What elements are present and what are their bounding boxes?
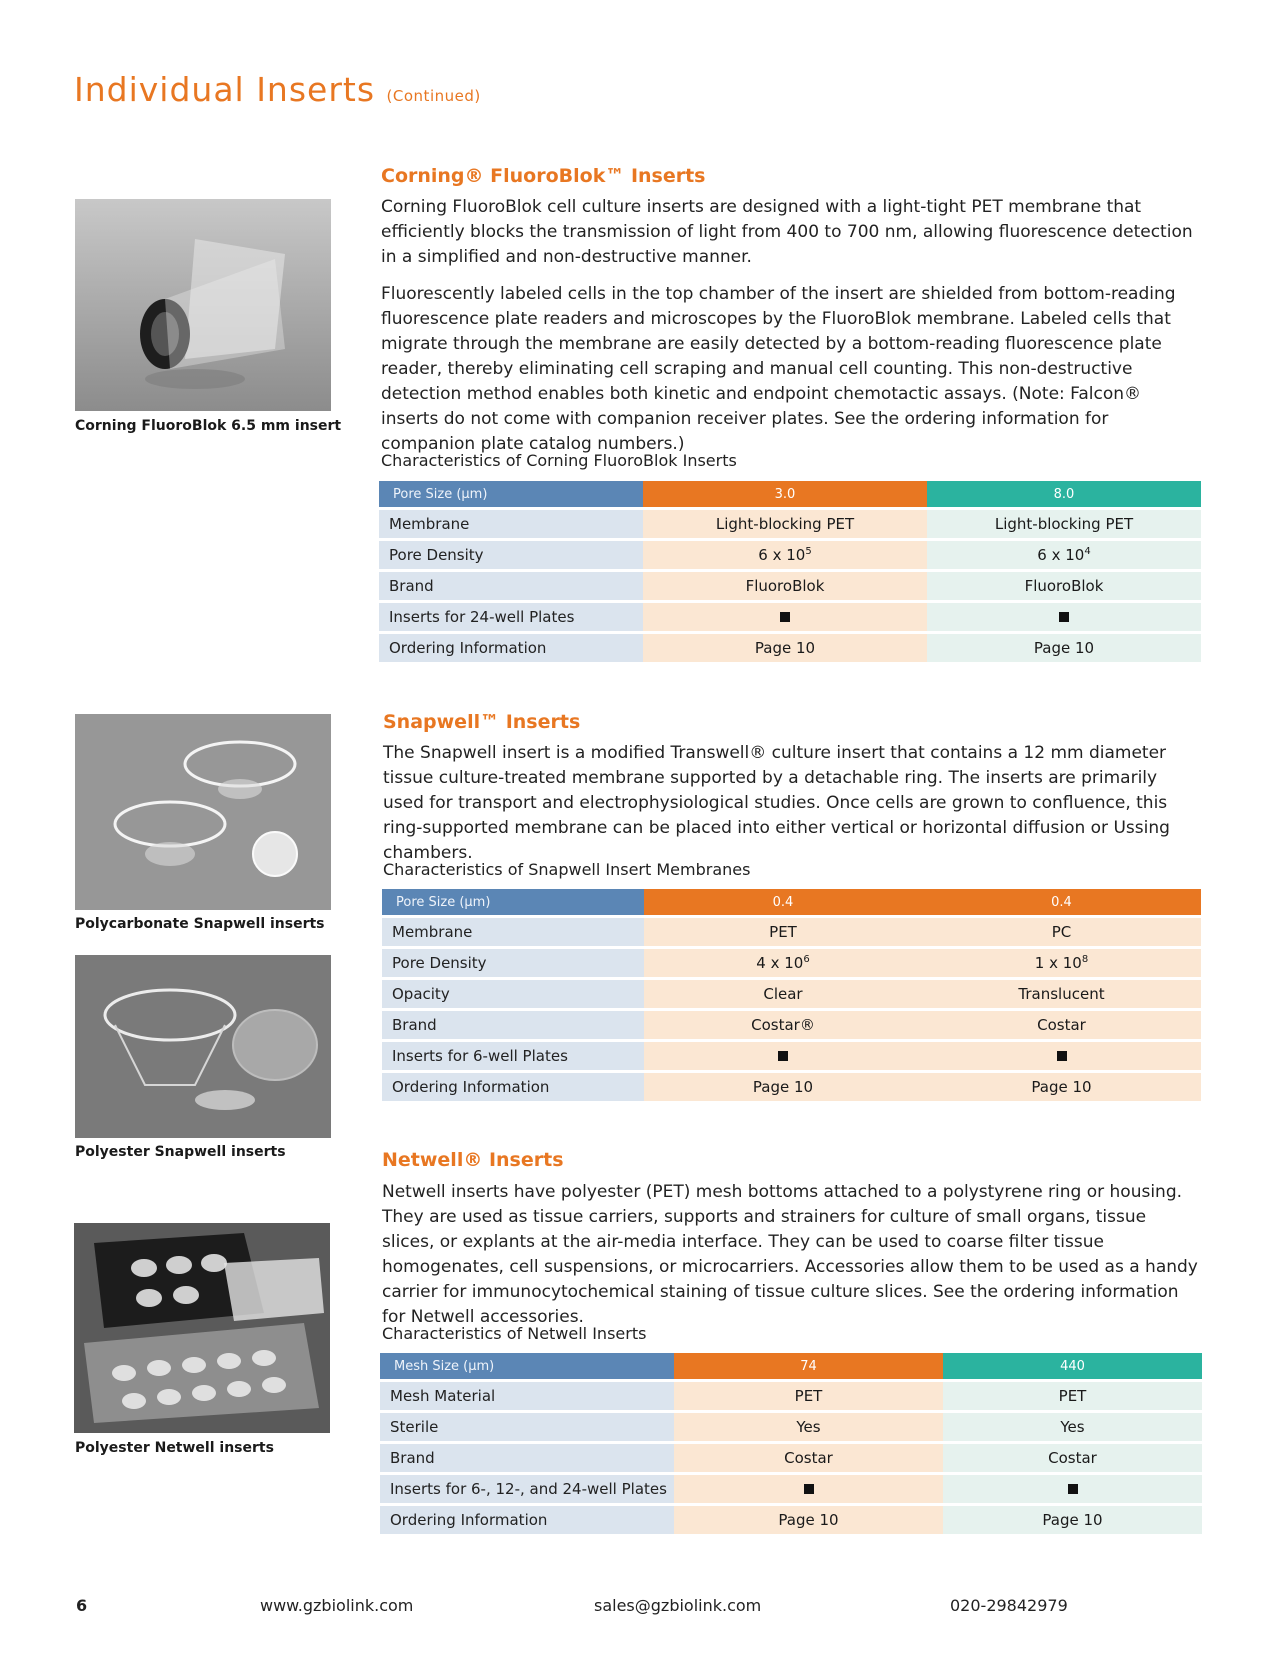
footer-website-link[interactable]: www.gzbiolink.com xyxy=(260,1596,414,1615)
density-exponent: 4 xyxy=(1084,546,1091,557)
cell xyxy=(644,1042,922,1070)
fluoroblok-title: Corning® FluoroBlok™ Inserts xyxy=(381,165,706,187)
density-exponent: 8 xyxy=(1081,954,1089,965)
header-cell: 0.4 xyxy=(644,889,922,915)
page-title-text: Individual Inserts xyxy=(74,70,376,109)
fluoroblok-table-title: Characteristics of Corning FluoroBlok Inserts xyxy=(381,451,737,470)
row-label: Inserts for 6-, 12-, and 24-well Plates xyxy=(380,1475,674,1503)
table-row xyxy=(380,1444,1202,1472)
header-cell: 3.0 xyxy=(643,481,927,507)
footer-email-link[interactable]: sales@gzbiolink.com xyxy=(594,1596,762,1615)
cell: Light-blocking PET xyxy=(643,510,927,538)
density-base: 6 x 10 xyxy=(1037,546,1085,564)
density-exponent: 6 xyxy=(803,954,810,965)
header-cell: Pore Size (µm) xyxy=(379,481,643,507)
cell xyxy=(922,1042,1201,1070)
cell: Page 10 xyxy=(644,1073,922,1101)
table-header-row xyxy=(382,889,1201,915)
table-row xyxy=(382,980,1201,1008)
cell: Page 10 xyxy=(943,1506,1202,1534)
row-label: Membrane xyxy=(379,510,643,538)
page-title xyxy=(74,70,481,109)
cell: PC xyxy=(922,918,1201,946)
cell: Clear xyxy=(644,980,922,1008)
row-label: Opacity xyxy=(382,980,644,1008)
check-square-icon xyxy=(1059,612,1069,622)
page-number: 6 xyxy=(76,1596,88,1615)
fluoroblok-table xyxy=(379,478,1201,665)
cell: Costar xyxy=(943,1444,1202,1472)
cell: Light-blocking PET xyxy=(927,510,1201,538)
check-square-icon xyxy=(778,1051,788,1061)
fluoroblok-caption: Corning FluoroBlok 6.5 mm insert xyxy=(75,418,342,434)
row-label: Ordering Information xyxy=(380,1506,674,1534)
cell: Page 10 xyxy=(643,634,927,662)
cell: Yes xyxy=(943,1413,1202,1441)
snapwell-para: The Snapwell insert is a modified Transwell® culture insert that contains a 12 mm diameter tissue culture-treated membrane supported by a detachable ring. The inserts are primarily used for transport and electrophysiological studies. Once cells are grown to confluence, this ring-supported membrane can be placed into either vertical or horizontal diffusion or Ussing chambers. xyxy=(383,743,1170,863)
table-row xyxy=(379,510,1201,538)
table-row xyxy=(379,541,1201,569)
table-row xyxy=(380,1382,1202,1410)
cell: Costar® xyxy=(644,1011,922,1039)
table-row xyxy=(382,1073,1201,1101)
netwell-caption: Polyester Netwell inserts xyxy=(75,1440,274,1456)
cell xyxy=(643,541,927,569)
header-cell: Pore Size (µm) xyxy=(382,889,644,915)
fluoroblok-photo xyxy=(75,199,331,411)
check-square-icon xyxy=(1057,1051,1067,1061)
cell: Page 10 xyxy=(674,1506,943,1534)
table-row xyxy=(380,1475,1202,1503)
density-base: 4 x 10 xyxy=(756,954,804,972)
cell: Page 10 xyxy=(922,1073,1201,1101)
row-label: Ordering Information xyxy=(382,1073,644,1101)
density-base: 1 x 10 xyxy=(1034,954,1082,972)
fluoroblok-para1: Corning FluoroBlok cell culture inserts are designed with a light-tight PET membrane that efficiently blocks the transmission of light from 400 to 700 nm, allowing fluorescence detection in a simplified and non-destructive manner. xyxy=(381,197,1193,267)
check-square-icon xyxy=(780,612,790,622)
cell: Costar xyxy=(674,1444,943,1472)
row-label: Brand xyxy=(380,1444,674,1472)
header-cell: 0.4 xyxy=(922,889,1201,915)
netwell-table xyxy=(380,1350,1202,1537)
table-header-row xyxy=(380,1353,1202,1379)
density-base: 6 x 10 xyxy=(758,546,806,564)
row-label: Inserts for 24-well Plates xyxy=(379,603,643,631)
cell: Costar xyxy=(922,1011,1201,1039)
cell: Yes xyxy=(674,1413,943,1441)
cell: PET xyxy=(943,1382,1202,1410)
check-square-icon xyxy=(804,1484,814,1494)
table-row xyxy=(379,572,1201,600)
page-title-sub: (Continued) xyxy=(386,87,481,105)
cell: FluoroBlok xyxy=(927,572,1201,600)
header-cell: 8.0 xyxy=(927,481,1201,507)
row-label: Pore Density xyxy=(379,541,643,569)
table-row xyxy=(382,1042,1201,1070)
netwell-para: Netwell inserts have polyester (PET) mesh bottoms attached to a polystyrene ring or housing. They are used as tissue carriers, supports and strainers for culture of small organs, tissue slices, or explants at the air-media interface. They can be used to coarse filter tissue homogenates, cell suspensions, or microcarriers. Accessories allow them to be used as a handy carrier for immunocytochemical staining of tissue culture slices. See the ordering information for Netwell accessories. xyxy=(382,1182,1198,1327)
cell: PET xyxy=(644,918,922,946)
cell xyxy=(674,1475,943,1503)
snapwell-pet-photo xyxy=(75,955,331,1138)
table-row xyxy=(382,918,1201,946)
snapwell-table xyxy=(382,886,1201,1104)
cell xyxy=(643,603,927,631)
netwell-photo xyxy=(74,1223,330,1433)
cell: PET xyxy=(674,1382,943,1410)
table-row xyxy=(380,1506,1202,1534)
row-label: Inserts for 6-well Plates xyxy=(382,1042,644,1070)
footer-phone: 020-29842979 xyxy=(950,1596,1068,1615)
header-cell: Mesh Size (µm) xyxy=(380,1353,674,1379)
row-label: Mesh Material xyxy=(380,1382,674,1410)
row-label: Brand xyxy=(382,1011,644,1039)
cell: Page 10 xyxy=(927,634,1201,662)
row-label: Membrane xyxy=(382,918,644,946)
cell xyxy=(943,1475,1202,1503)
table-row xyxy=(379,603,1201,631)
row-label: Brand xyxy=(379,572,643,600)
table-row xyxy=(382,949,1201,977)
table-header-row xyxy=(379,481,1201,507)
netwell-table-title: Characteristics of Netwell Inserts xyxy=(382,1324,647,1343)
fluoroblok-para2: Fluorescently labeled cells in the top chamber of the insert are shielded from bottom-reading fluorescence plate readers and microscopes by the FluoroBlok membrane. Labeled cells that migrate through the membrane are easily detected by a bottom-reading fluorescence plate reader, thereby eliminating cell scraping and manual cell counting. This non-destructive detection method enables both kinetic and endpoint chemotactic assays. (Note: Falcon® inserts do not come with companion receiver plates. See the ordering information for companion plate catalog numbers.) xyxy=(381,284,1176,454)
snapwell-caption2: Polyester Snapwell inserts xyxy=(75,1144,286,1160)
header-cell: 440 xyxy=(943,1353,1202,1379)
table-row xyxy=(382,1011,1201,1039)
table-row xyxy=(380,1413,1202,1441)
row-label: Sterile xyxy=(380,1413,674,1441)
snapwell-caption1: Polycarbonate Snapwell inserts xyxy=(75,916,325,932)
row-label: Ordering Information xyxy=(379,634,643,662)
check-square-icon xyxy=(1068,1484,1078,1494)
snapwell-table-title: Characteristics of Snapwell Insert Membranes xyxy=(383,860,751,879)
snapwell-pc-photo xyxy=(75,714,331,910)
snapwell-title: Snapwell™ Inserts xyxy=(383,711,581,733)
cell xyxy=(922,949,1201,977)
row-label: Pore Density xyxy=(382,949,644,977)
density-exponent: 5 xyxy=(805,546,812,557)
cell: Translucent xyxy=(922,980,1201,1008)
cell: FluoroBlok xyxy=(643,572,927,600)
cell xyxy=(644,949,922,977)
netwell-title: Netwell® Inserts xyxy=(382,1149,564,1171)
table-row xyxy=(379,634,1201,662)
cell xyxy=(927,603,1201,631)
cell xyxy=(927,541,1201,569)
header-cell: 74 xyxy=(674,1353,943,1379)
